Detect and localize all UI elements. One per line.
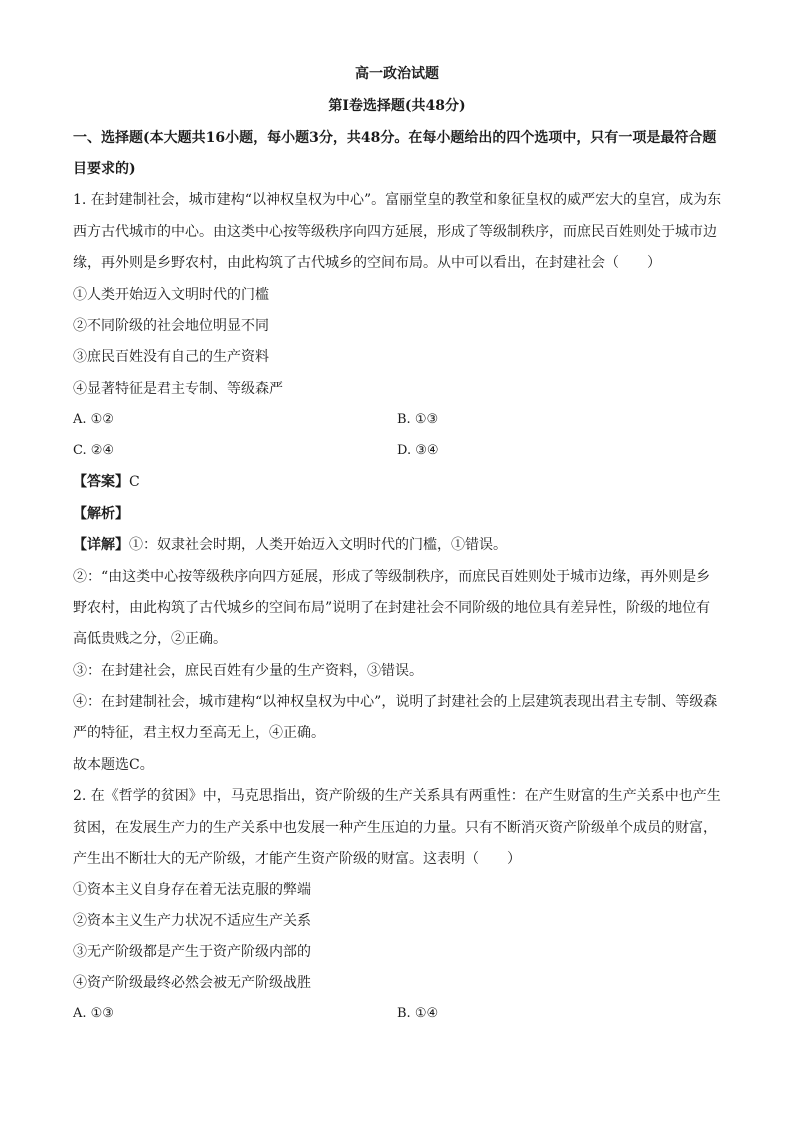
q1-detail-line-6: ④：在封建制社会，城市建构“以神权皇权为中心”，说明了封建社会的上层建筑表现出君主专制、等级森 xyxy=(73,694,718,710)
q2-item-1: ①资本主义自身存在着无法克服的弊端 xyxy=(73,882,311,898)
q1-detail-line-7: 严的特征，君主权力至高无上，④正确。 xyxy=(73,725,325,741)
q1-detail-line-2: ②：“由这类中心按等级秩序向四方延展，形成了等级制秩序，而庶民百姓则处于城市边缘，再外则是乡 xyxy=(73,569,711,585)
q1-detail-line-4: 高低贵贱之分，②正确。 xyxy=(73,631,227,647)
q2-stem-line-1: 2. 在《哲学的贫困》中，马克思指出，资产阶级的生产关系具有两重性：在产生财富的生产关系中也产生 xyxy=(73,788,721,804)
q1-conclusion: 故本题选C。 xyxy=(73,757,154,773)
detail-tag: 【详解】 xyxy=(73,537,129,553)
q1-detail-line-1 xyxy=(73,535,507,555)
q2-option-a: A. ①③ xyxy=(73,1006,114,1021)
q1-option-b: B. ①③ xyxy=(397,412,439,427)
detail-text: ①：奴隶社会时期，人类开始迈入文明时代的门槛，①错误。 xyxy=(129,537,507,553)
page-title: 高一政治试题 xyxy=(355,66,439,82)
q1-stem-line-3: 缘，再外则是乡野农村，由此构筑了古代城乡的空间布局。从中可以看出，在封建社会（ ） xyxy=(73,255,661,271)
q1-stem-line-1: 1. 在封建制社会，城市建构“以神权皇权为中心”。富丽堂皇的教堂和象征皇权的威严宏大的皇宫，成为东 xyxy=(73,192,722,208)
q1-stem-line-2: 西方古代城市的中心。由这类中心按等级秩序向四方延展，形成了等级制秩序，而庶民百姓则处于城市边 xyxy=(73,224,717,240)
q1-item-1: ①人类开始迈入文明时代的门槛 xyxy=(73,287,269,303)
answer-value: C xyxy=(129,474,140,490)
section-instruction-line-1: 一、选择题(本大题共16小题，每小题3分，共48分。在每小题给出的四个选项中，只有一项是最符合题 xyxy=(73,130,717,146)
q1-option-d: D. ③④ xyxy=(397,443,439,458)
q1-item-4: ④显著特征是君主专制、等级森严 xyxy=(73,381,283,397)
q1-detail-line-3: 野农村，由此构筑了古代城乡的空间布局”说明了在封建社会不同阶级的地位具有差异性，阶级的地位有 xyxy=(73,600,711,616)
q2-item-3: ③无产阶级都是产生于资产阶级内部的 xyxy=(73,944,311,960)
q1-item-2: ②不同阶级的社会地位明显不同 xyxy=(73,318,269,334)
q2-item-2: ②资本主义生产力状况不适应生产关系 xyxy=(73,913,311,929)
analysis-tag: 【解析】 xyxy=(73,506,129,522)
q2-item-4: ④资产阶级最终必然会被无产阶级战胜 xyxy=(73,975,311,991)
q1-detail-line-5: ③：在封建社会，庶民百姓有少量的生产资料，③错误。 xyxy=(73,663,423,679)
q2-option-b: B. ①④ xyxy=(397,1006,439,1021)
q2-stem-line-2: 贫困，在发展生产力的生产关系中也发展一种产生压迫的力量。只有不断消灭资产阶级单个成员的财富， xyxy=(73,820,717,836)
answer-tag: 【答案】 xyxy=(73,474,129,490)
q1-option-c: C. ②④ xyxy=(73,443,115,458)
q1-option-a: A. ①② xyxy=(73,412,114,427)
section-instruction-line-2: 目要求的) xyxy=(73,161,136,177)
q1-answer xyxy=(73,472,140,492)
part-heading: 第Ⅰ卷选择题(共48分) xyxy=(328,98,466,114)
q1-item-3: ③庶民百姓没有自己的生产资料 xyxy=(73,349,269,365)
q2-stem-line-3: 产生出不断壮大的无产阶级，才能产生资产阶级的财富。这表明（ ） xyxy=(73,851,521,867)
